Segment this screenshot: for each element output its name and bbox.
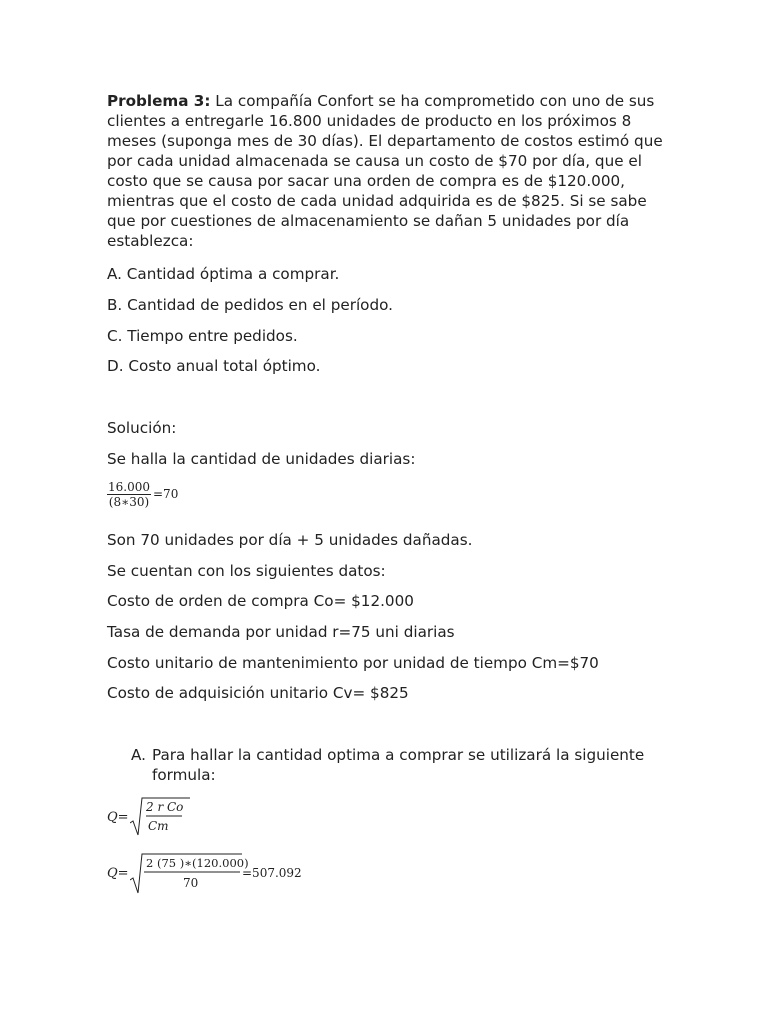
summary-text: Son 70 unidades por día + 5 unidades dañadas. [107,531,473,549]
formula-q-lhs: Q= [107,810,129,825]
problem-label: Problema 3: [107,92,211,110]
part-a-marker: A. [131,746,146,764]
list-item-b: B. Cantidad de pedidos en el período. [107,296,393,314]
formula2-result: =507.092 [242,866,302,880]
list-item-d: D. Costo anual total óptimo. [107,357,321,375]
formula1-numerator: 2 r Co [146,800,184,814]
data-item-cm: Costo unitario de mantenimiento por unidad de tiempo Cm=$70 [107,654,599,672]
problem-statement [107,91,667,251]
formula-q-general [107,797,227,837]
formula2-denominator: 70 [183,876,199,890]
part-a-text: Para hallar la cantidad optima a comprar se utilizará la siguiente formula: [152,746,645,784]
data-item-cv: Costo de adquisición unitario Cv= $825 [107,684,409,702]
part-a-item [131,745,651,785]
formula-q2-lhs: Q= [107,866,129,881]
fraction-numerator: 16.000 [108,480,150,494]
fraction-result: =70 [153,487,179,501]
formula2-numerator: 2 (75 )∗(120.000) [146,856,249,870]
list-item-c: C. Tiempo entre pedidos. [107,327,298,345]
list-item-a: A. Cantidad óptima a comprar. [107,265,340,283]
formula1-denominator: Cm [148,819,169,833]
problem-text: La compañía Confort se ha comprometido con uno de sus clientes a entregarle 16.800 unidades de producto en los próximos 8 meses (suponga mes de 30 días). El departamento de costos estimó que por cada unidad almacenada se causa un costo de $70 por día, que el costo que se causa por sacar una orden de compra es de $120.000, mientras que el costo de cada unidad adquirida es de $825. Si se sabe que por cuestiones de almacenamiento se dañan 5 unidades por día establezca: [107,92,663,250]
data-intro-text: Se cuentan con los siguientes datos: [107,562,386,580]
daily-units-text: Se halla la cantidad de unidades diarias: [107,450,416,468]
data-item-co: Costo de orden de compra Co= $12.000 [107,592,414,610]
formula-q-numeric [107,853,327,897]
fraction-denominator: (8∗30) [108,495,150,509]
solution-heading: Solución: [107,419,177,437]
data-item-r: Tasa de demanda por unidad r=75 uni diarias [107,623,455,641]
